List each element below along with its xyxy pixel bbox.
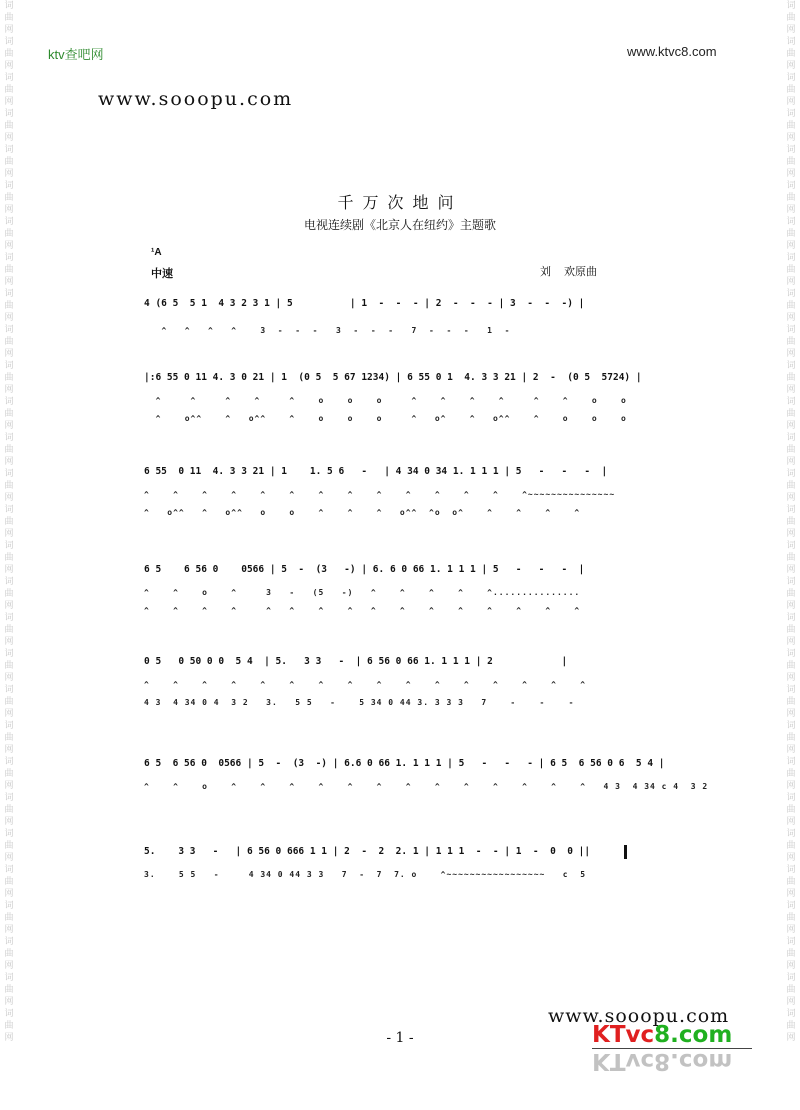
accompaniment-line-1: ^ ^ o ^ ^ ^ ^ ^ ^ ^ ^ ^ ^ ^ ^ ^ 4 3 4 34 c 4 3 2 bbox=[144, 782, 709, 791]
accompaniment-line-1: ^ ^ o ^ 3 - (5 -) ^ ^ ^ ^ ^............... bbox=[144, 588, 581, 597]
accompaniment-line-1: 3. 5 5 - 4 34 0 44 3 3 7 - 7 7. o ^~~~~~~~~~~~~~~~~~ c 5 bbox=[144, 870, 587, 879]
melody-line: 4 (6 5 5 1 4 3 2 3 1 | 5 | 1 - - - | 2 - - - | 3 - - -) | bbox=[144, 298, 585, 309]
melody-line: |:6 55 0 11 4. 3 0 21 | 1 (0 5 5 67 1234) | 6 55 0 1 4. 3 3 21 | 2 - (0 5 5724) | bbox=[144, 372, 642, 383]
accompaniment-line-2: ^ ^ ^ ^ ^ ^ ^ ^ ^ ^ ^ ^ ^ ^ ^ ^ bbox=[144, 606, 581, 615]
song-subtitle: 电视连续剧《北京人在纽约》主题歌 bbox=[303, 218, 496, 232]
composer-credit: 刘 欢原曲 bbox=[540, 266, 598, 278]
sooopu-url-top: www.sooopu.com bbox=[98, 88, 294, 110]
accompaniment-line-2: ^ o^^ ^ o^^ ^ o o o ^ o^ ^ o^^ ^ o o o bbox=[144, 414, 627, 423]
final-barline bbox=[624, 845, 627, 859]
accompaniment-line-1: ^ ^ ^ ^ ^ ^ ^ ^ ^ ^ ^ ^ ^ ^ ^ ^ bbox=[144, 680, 587, 689]
page-number: - 1 - bbox=[386, 1030, 414, 1046]
melody-line: 0 5 0 50 0 0 5 4 | 5. 3 3 - | 6 56 0 66 1. 1 1 1 | 2 | bbox=[144, 656, 568, 667]
song-title: 千万次地问 bbox=[337, 193, 463, 212]
melody-line: 6 55 0 11 4. 3 3 21 | 1 1. 5 6 - | 4 34 0 34 1. 1 1 1 | 5 - - - | bbox=[144, 466, 608, 477]
accompaniment-line-1: ^ ^ ^ ^ ^ o o o ^ ^ ^ ^ ^ ^ o o bbox=[144, 396, 627, 405]
site-brand[interactable]: ktv查吧网 bbox=[48, 47, 104, 62]
side-watermark-right: 词曲网词曲网词曲网词曲网词曲网词曲网词曲网词曲网词曲网词曲网词曲网词曲网词曲网词曲网词曲网词曲网词曲网词曲网词曲网词曲网词曲网词曲网词曲网词曲网词曲网词曲网词曲网词曲网词曲网 bbox=[786, 1, 796, 1043]
ktvc8-logo-reflection: KTvc8.com bbox=[592, 1048, 733, 1074]
melody-line: 6 5 6 56 0 0566 | 5 - (3 -) | 6. 6 0 66 1. 1 1 1 | 5 - - - | bbox=[144, 564, 585, 575]
key-signature: ¹A bbox=[151, 247, 162, 258]
side-watermark-left: 词曲网词曲网词曲网词曲网词曲网词曲网词曲网词曲网词曲网词曲网词曲网词曲网词曲网词曲网词曲网词曲网词曲网词曲网词曲网词曲网词曲网词曲网词曲网词曲网词曲网词曲网词曲网词曲网词曲网 bbox=[4, 1, 14, 1043]
accompaniment-line-2: ^ o^^ ^ o^^ o o ^ ^ ^ o^^ ^o o^ ^ ^ ^ ^ bbox=[144, 508, 581, 517]
tempo-marking: 中速 bbox=[151, 268, 173, 280]
accompaniment-line-1: ^ ^ ^ ^ 3 - - - 3 - - - 7 - - - 1 - bbox=[144, 326, 511, 335]
accompaniment-line-1: ^ ^ ^ ^ ^ ^ ^ ^ ^ ^ ^ ^ ^ ^~~~~~~~~~~~~~~~ bbox=[144, 490, 616, 499]
site-url[interactable]: www.ktvc8.com bbox=[627, 44, 717, 59]
melody-line: 6 5 6 56 0 0566 | 5 - (3 -) | 6.6 0 66 1. 1 1 1 | 5 - - - | 6 5 6 56 0 6 5 4 | bbox=[144, 758, 665, 769]
ktvc8-logo: KTvc8.com bbox=[592, 1022, 733, 1048]
sooopu-url-bottom: www.sooopu.com bbox=[548, 1005, 730, 1027]
accompaniment-line-2: 4 3 4 34 0 4 3 2 3. 5 5 - 5 34 0 44 3. 3 3 3 7 - - - bbox=[144, 698, 575, 707]
melody-line: 5. 3 3 - | 6 56 0 666 1 1 | 2 - 2 2. 1 | 1 1 1 - - | 1 - 0 0 || bbox=[144, 846, 591, 857]
